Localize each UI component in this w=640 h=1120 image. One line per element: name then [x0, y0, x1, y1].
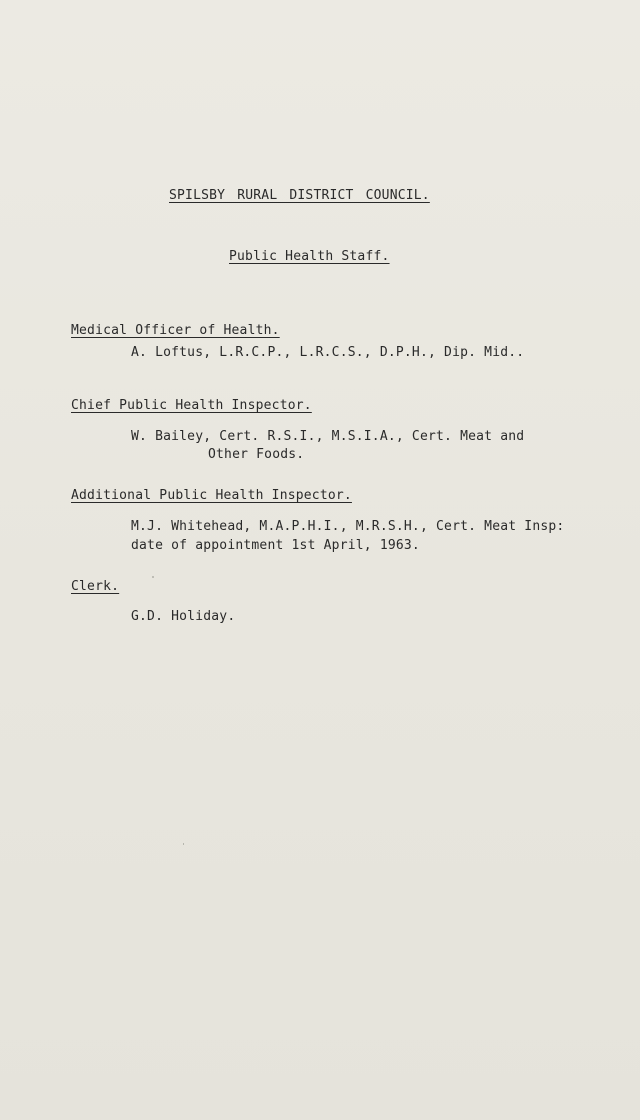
section-heading-chief-inspector: Chief Public Health Inspector.	[71, 398, 312, 413]
chief-inspector-name: W. Bailey, Cert. R.S.I., M.S.I.A., Cert. Meat and	[131, 429, 525, 444]
additional-inspector-name: M.J. Whitehead, M.A.P.H.I., M.R.S.H., Cert. Meat Insp:	[131, 519, 565, 534]
chief-inspector-name-continued: Other Foods.	[208, 447, 305, 462]
council-title: SPILSBY RURAL DISTRICT COUNCIL.	[169, 188, 430, 203]
paper-speck	[183, 843, 184, 845]
clerk-name: G.D. Holiday.	[131, 609, 236, 624]
additional-inspector-appointment: date of appointment 1st April, 1963.	[131, 538, 420, 553]
section-heading-clerk: Clerk.	[71, 579, 120, 594]
medical-officer-name: A. Loftus, L.R.C.P., L.R.C.S., D.P.H., Dip. Mid..	[131, 345, 525, 360]
section-heading-additional-inspector: Additional Public Health Inspector.	[71, 488, 352, 503]
staff-heading: Public Health Staff.	[229, 249, 390, 264]
section-heading-medical-officer: Medical Officer of Health.	[71, 323, 280, 338]
paper-speck	[152, 576, 154, 578]
